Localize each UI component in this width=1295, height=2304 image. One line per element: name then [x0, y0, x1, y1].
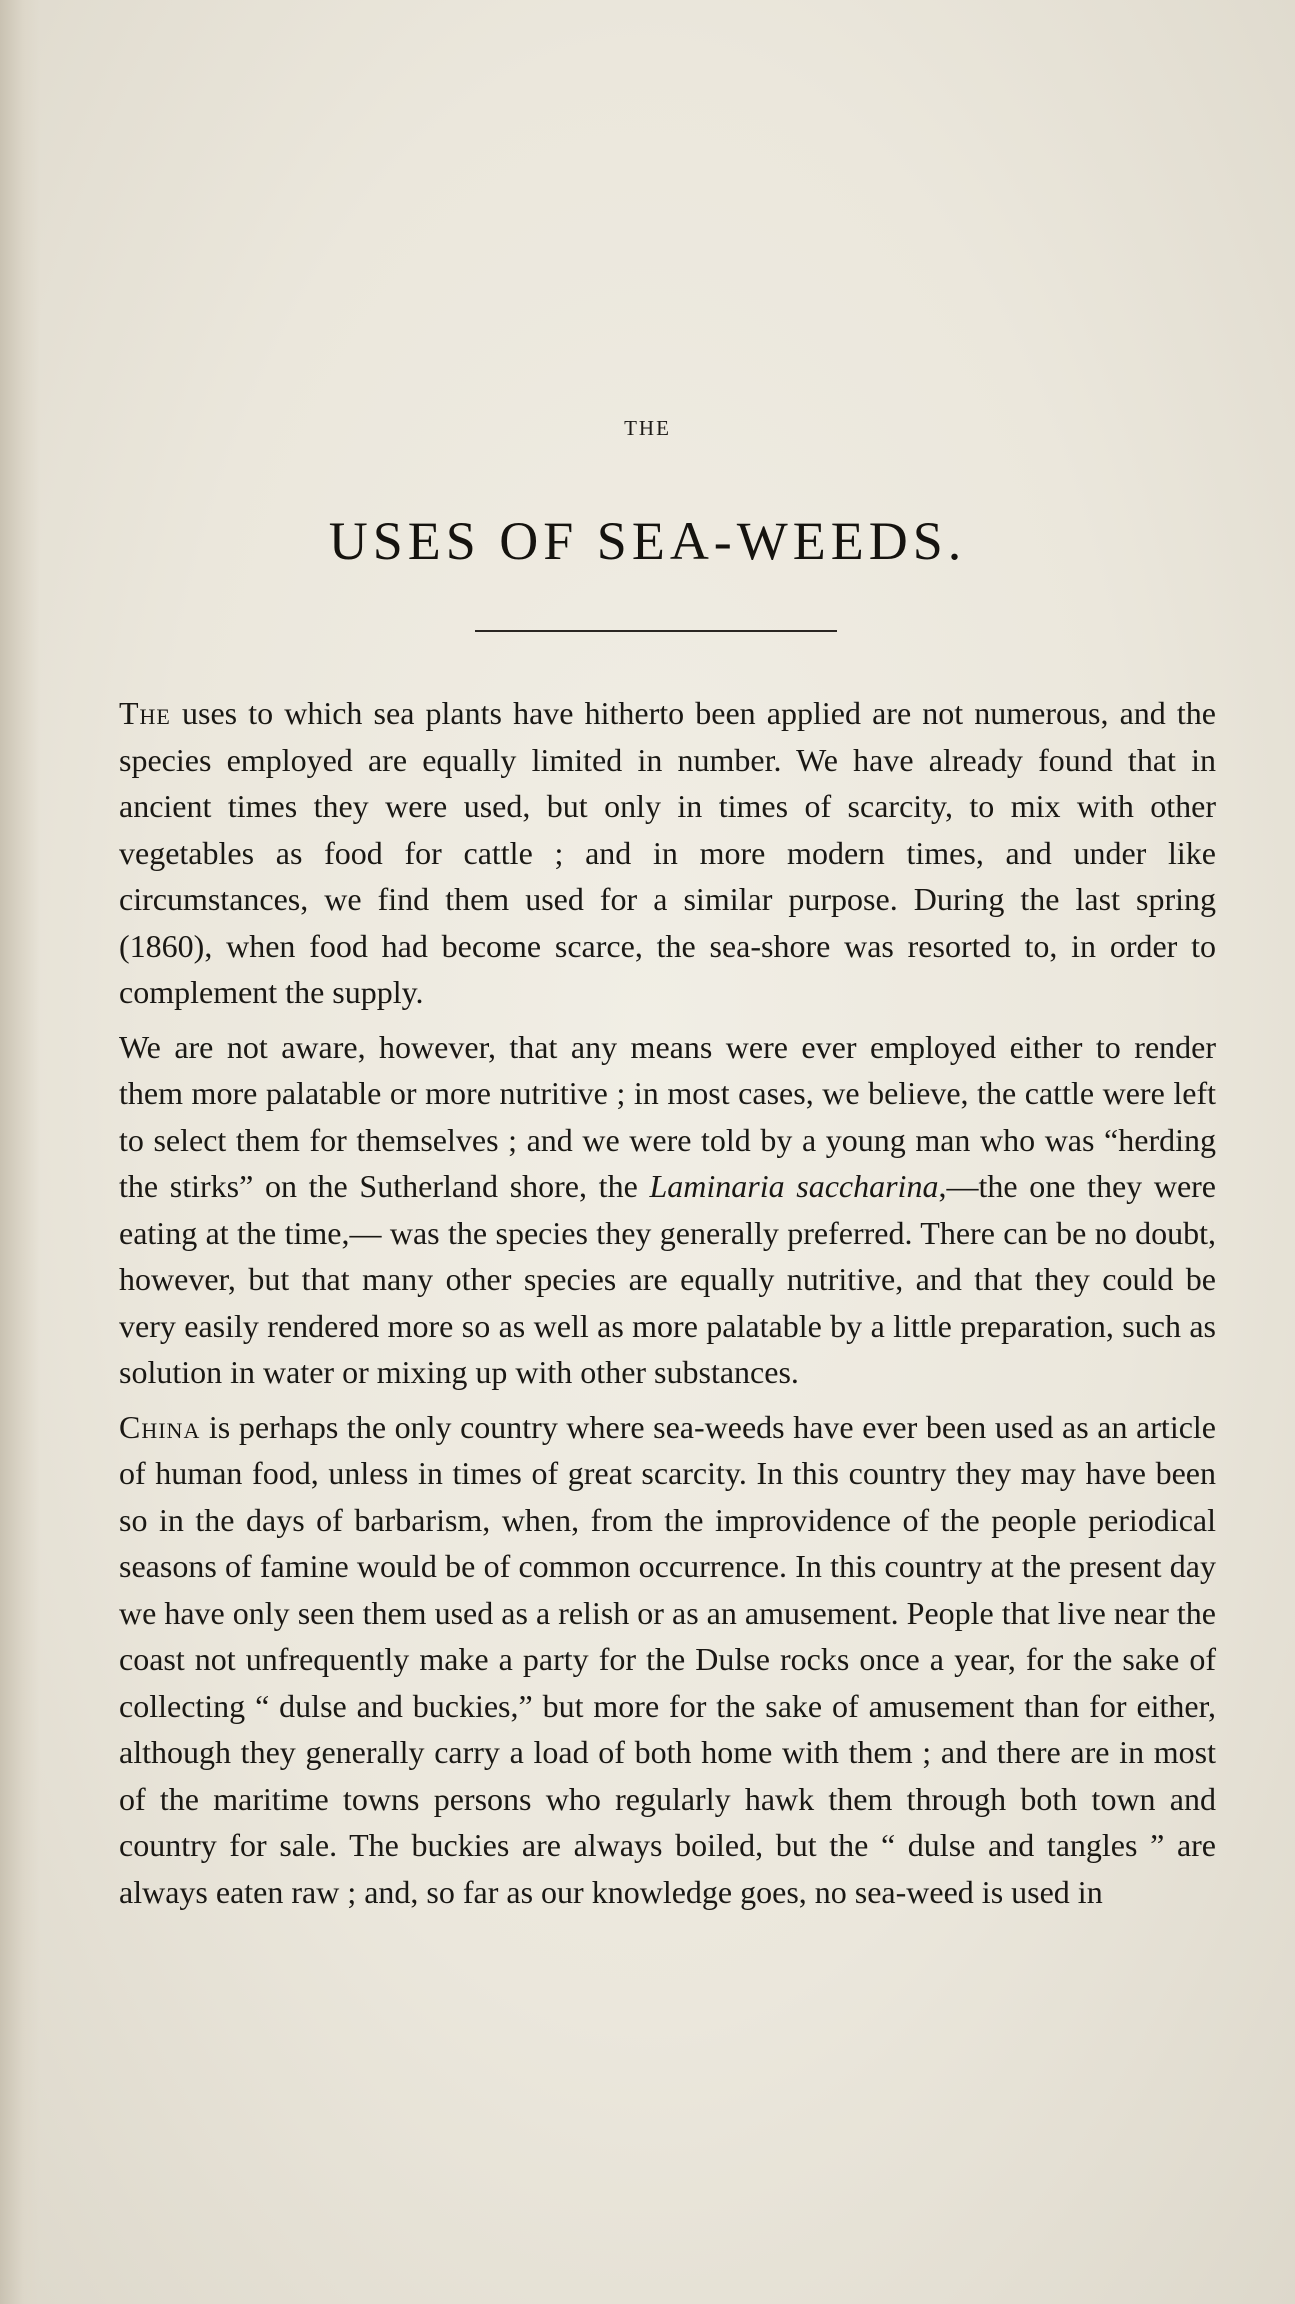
paragraph-text: is perhaps the only country where sea-weeds have ever been used as an article of human food, unless in times of great scarcity. In this country they may have been so in the days of barbarism, when, from the improvidence of the people periodical seasons of famine would be of common occurrence. In this country at the present day we have only seen them used as a relish or as an amusement. People that live near the coast not unfrequently make a party for the Dulse rocks once a year, for the sake of collecting “ dulse and buckies,” but more for the sake of amusement than for either, although they generally carry a load of both home with them ; and there are in most of the maritime towns persons who regularly hawk them through both town and country for sale. The buckies are always boiled, but the “ dulse and tangles ” are always eaten raw ; and, so far as our knowledge goes, no sea-weed is used in [119, 1408, 1216, 1910]
page-gutter-shadow [0, 0, 40, 2304]
species-name-italic: Laminaria saccharina [649, 1168, 939, 1204]
page-title: USES OF SEA-WEEDS. [328, 511, 967, 571]
title-kicker: THE [624, 416, 671, 440]
paragraph-1 [119, 690, 1216, 1016]
paragraph-text-after: ,—the one they were eating at the time,— was the species they generally preferred. There can be no doubt, however, but that many other species are equally nutritive, and that they could be very easily rendered more so as well as more palatable by a little preparation, such as solution in water or mixing up with other substances. [119, 1168, 1217, 1390]
paragraph-text-before: We are not aware, however, that any means were ever employed either to render them more palatable or more nutritive ; in most cases, we believe, the cattle were left to select them for themselves ; and we were told by a young man who was “herding the stirks” on the Sutherland shore, the [119, 1028, 1216, 1204]
title-rule [475, 630, 837, 632]
paragraph-lead-small-caps: The [119, 695, 171, 731]
paragraph-2 [119, 1024, 1216, 1396]
paragraph-lead-small-caps: China [119, 1408, 201, 1445]
body-text [119, 690, 1216, 1923]
paragraph-text: uses to which sea plants have hitherto been applied are not numerous, and the species employed are equally limited in number. We have already found that in ancient times they were used, but only in times of scarcity, to mix with other vegetables as food for cattle ; and in more modern times, and under like circumstances, we find them used for a similar purpose. During the last spring (1860), when food had become scarce, the sea-shore was resorted to, in order to complement the supply. [119, 695, 1216, 1010]
paragraph-3 [119, 1404, 1216, 1916]
